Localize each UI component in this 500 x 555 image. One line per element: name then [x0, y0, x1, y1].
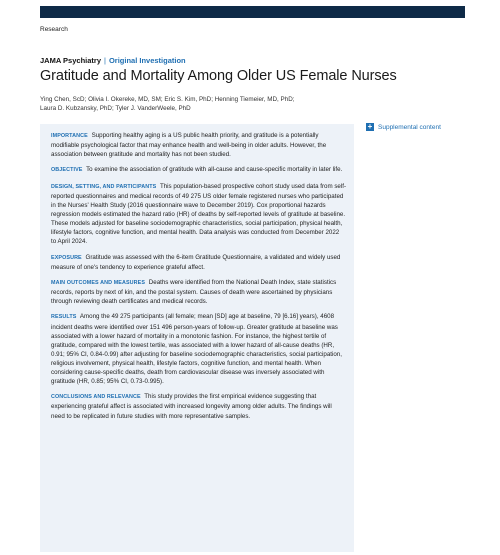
abstract-text: Supporting healthy aging is a US public health priority, and gratitude is a potentially modifiable psychological factor that may enhance health and well-being in older adults. However, the association between gratitude and mortality has not been studied.: [51, 132, 327, 159]
abstract-text: This study provides the first empirical evidence suggesting that experiencing grateful affect is associated with increased longevity among older adults. The findings will need to be replicated in future studies with more representative samples.: [51, 393, 332, 420]
journal-top-bar: [40, 6, 465, 18]
abstract-design: [51, 182, 346, 247]
abstract-importance: [51, 131, 346, 159]
abstract-heading: DESIGN, SETTING, AND PARTICIPANTS: [51, 183, 157, 190]
journal-name[interactable]: JAMA Psychiatry: [40, 56, 101, 65]
abstract-text: To examine the association of gratitude with all-cause and cause-specific mortality in later life.: [86, 166, 343, 174]
abstract-text: This population-based prospective cohort study used data from self-reported questionnaires and medical records of 49 275 US older female registered nurses who participated in the Nurses' Health Study (2016 questionnaire wave to December 2019). Cox proportional hazards regression models estimated the hazard ratio (HR) of deaths by self-reported levels of gratitude at baseline. These models adjusted for baseline sociodemographic characteristics, social participation, physical health, lifestyle factors, cognitive function, and mental health. Data analysis was conducted from December 2022 to April 2024.: [51, 182, 347, 246]
abstract-exposure: [51, 253, 346, 272]
abstract-heading: OBJECTIVE: [51, 167, 83, 174]
plus-icon: +: [367, 122, 373, 131]
abstract-heading: CONCLUSIONS AND RELEVANCE: [51, 394, 141, 401]
abstract-text: Deaths were identified from the National Death Index, state statistics records, reports by next of kin, and the postal system. Causes of death were ascertained by physicians through reviewing death certificates and medical records.: [51, 278, 337, 306]
article-type: Original Investigation: [108, 56, 186, 65]
abstract-results: [51, 312, 346, 386]
section-label: Research: [40, 26, 68, 33]
abstract-text: Among the 49 275 participants (all female; mean [SD] age at baseline, 79 [6.16] years), 4608 incident deaths were identified over 151 496 person-years of follow-up. Greater gratitude at baseline was associated with a lower hazard of mortality in a monotonic fashion. For instance, the highest tertile of gratitude, compared with the lowest tertile, was associated with a lower hazard of all-cause deaths (HR, 0.91; 95% CI, 0.84-0.99) after adjusting for baseline sociodemographic characteristics, social participation, religious involvement, physical health, lifestyle factors, cognitive function, and mental health. When considering cause-specific deaths, death from cardiovascular disease was inversely associated with gratitude (HR, 0.85; 95% CI, 0.73-0.995).: [51, 313, 342, 386]
abstract-heading: RESULTS: [51, 314, 77, 321]
abstract-outcomes: [51, 278, 346, 306]
supplemental-content-label[interactable]: Supplemental content: [378, 123, 441, 131]
abstract-box: [40, 124, 354, 552]
authors-line-1: Ying Chen, ScD; Olivia I. Okereke, MD, SM; Eric S. Kim, PhD; Henning Tiemeier, MD, PhD;: [40, 96, 295, 103]
abstract-conclusions: [51, 392, 346, 420]
supplemental-content-link[interactable]: [366, 123, 441, 131]
abstract-heading: EXPOSURE: [51, 254, 82, 261]
article-title: Gratitude and Mortality Among Older US Female Nurses: [40, 68, 397, 84]
abstract-heading: MAIN OUTCOMES AND MEASURES: [51, 279, 146, 286]
authors-line-2: Laura D. Kubzansky, PhD; Tyler J. VanderWeele, PhD: [40, 105, 191, 112]
author-list: [40, 95, 350, 113]
abstract-text: Gratitude was assessed with the 6-item Gratitude Questionnaire, a validated and widely used measure of one's tendency to experience grateful affect.: [51, 253, 341, 271]
abstract-objective: [51, 165, 346, 175]
journal-line: [40, 56, 186, 65]
journal-separator: |: [104, 56, 106, 65]
abstract-heading: IMPORTANCE: [51, 133, 88, 139]
